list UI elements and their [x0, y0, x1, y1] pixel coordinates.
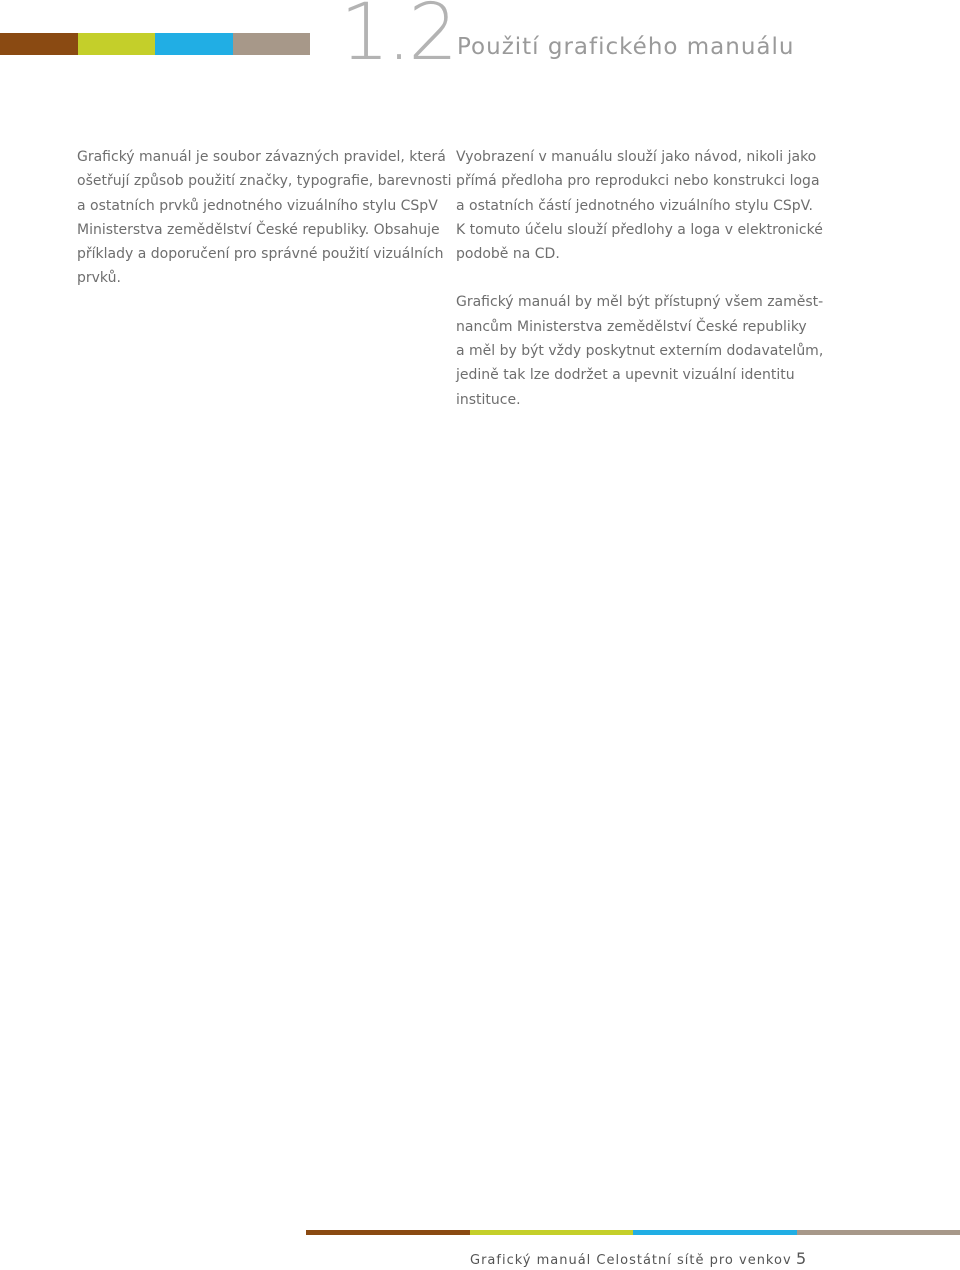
page-number: 5	[796, 1249, 807, 1268]
section-number: 1.2	[340, 0, 456, 78]
color-bar-segment-taupe	[233, 33, 311, 55]
color-bar-segment-green	[78, 33, 156, 55]
text-line: a ostatních prvků jednotného vizuálního stylu CSpV	[77, 197, 438, 214]
left-column	[77, 145, 452, 315]
color-bar-segment-green	[470, 1230, 634, 1235]
illustration-note-paragraph	[456, 145, 823, 266]
text-line: Ministerstva zemědělství České republiky. Obsahuje	[77, 221, 440, 238]
availability-paragraph	[456, 290, 824, 411]
text-line: a měl by být vždy poskytnut externím dodavatelům,	[456, 343, 824, 360]
footer-color-bar	[306, 1230, 960, 1235]
text-line: Grafický manuál je soubor závazných pravidel, která	[77, 149, 446, 165]
text-line: podobě na CD.	[456, 246, 560, 263]
color-bar-segment-brown	[306, 1230, 470, 1235]
text-line: a ostatních částí jednotného vizuálního stylu CSpV.	[456, 197, 813, 214]
text-line: ošetřují způsob použití značky, typografie, barevnosti	[77, 173, 452, 190]
color-bar-segment-taupe	[797, 1230, 960, 1235]
right-column	[456, 145, 824, 436]
text-line: instituce.	[456, 391, 521, 408]
text-line: přímá předloha pro reprodukci nebo konstrukci loga	[456, 173, 820, 190]
color-bar-segment-brown	[0, 33, 78, 55]
text-line: jedině tak lze dodržet a upevnit vizuální identitu	[456, 367, 795, 384]
text-line: Vyobrazení v manuálu slouží jako návod, nikoli jako	[456, 149, 817, 165]
color-bar-segment-blue	[155, 33, 233, 55]
footer-title: Grafický manuál Celostátní sítě pro venkov	[470, 1253, 792, 1268]
text-line: K tomuto účelu slouží předlohy a loga v elektronické	[456, 221, 823, 238]
text-line: Grafický manuál by měl být přístupný všem zaměst-	[456, 294, 824, 311]
color-bar-segment-blue	[633, 1230, 797, 1235]
text-line: prvků.	[77, 270, 121, 287]
intro-paragraph	[77, 145, 452, 291]
text-line: nancům Ministerstva zemědělství České republiky	[456, 318, 807, 335]
header-color-bar	[0, 33, 310, 55]
section-title: Použití grafického manuálu	[457, 34, 795, 60]
text-line: příklady a doporučení pro správné použití vizuálních	[77, 246, 444, 263]
